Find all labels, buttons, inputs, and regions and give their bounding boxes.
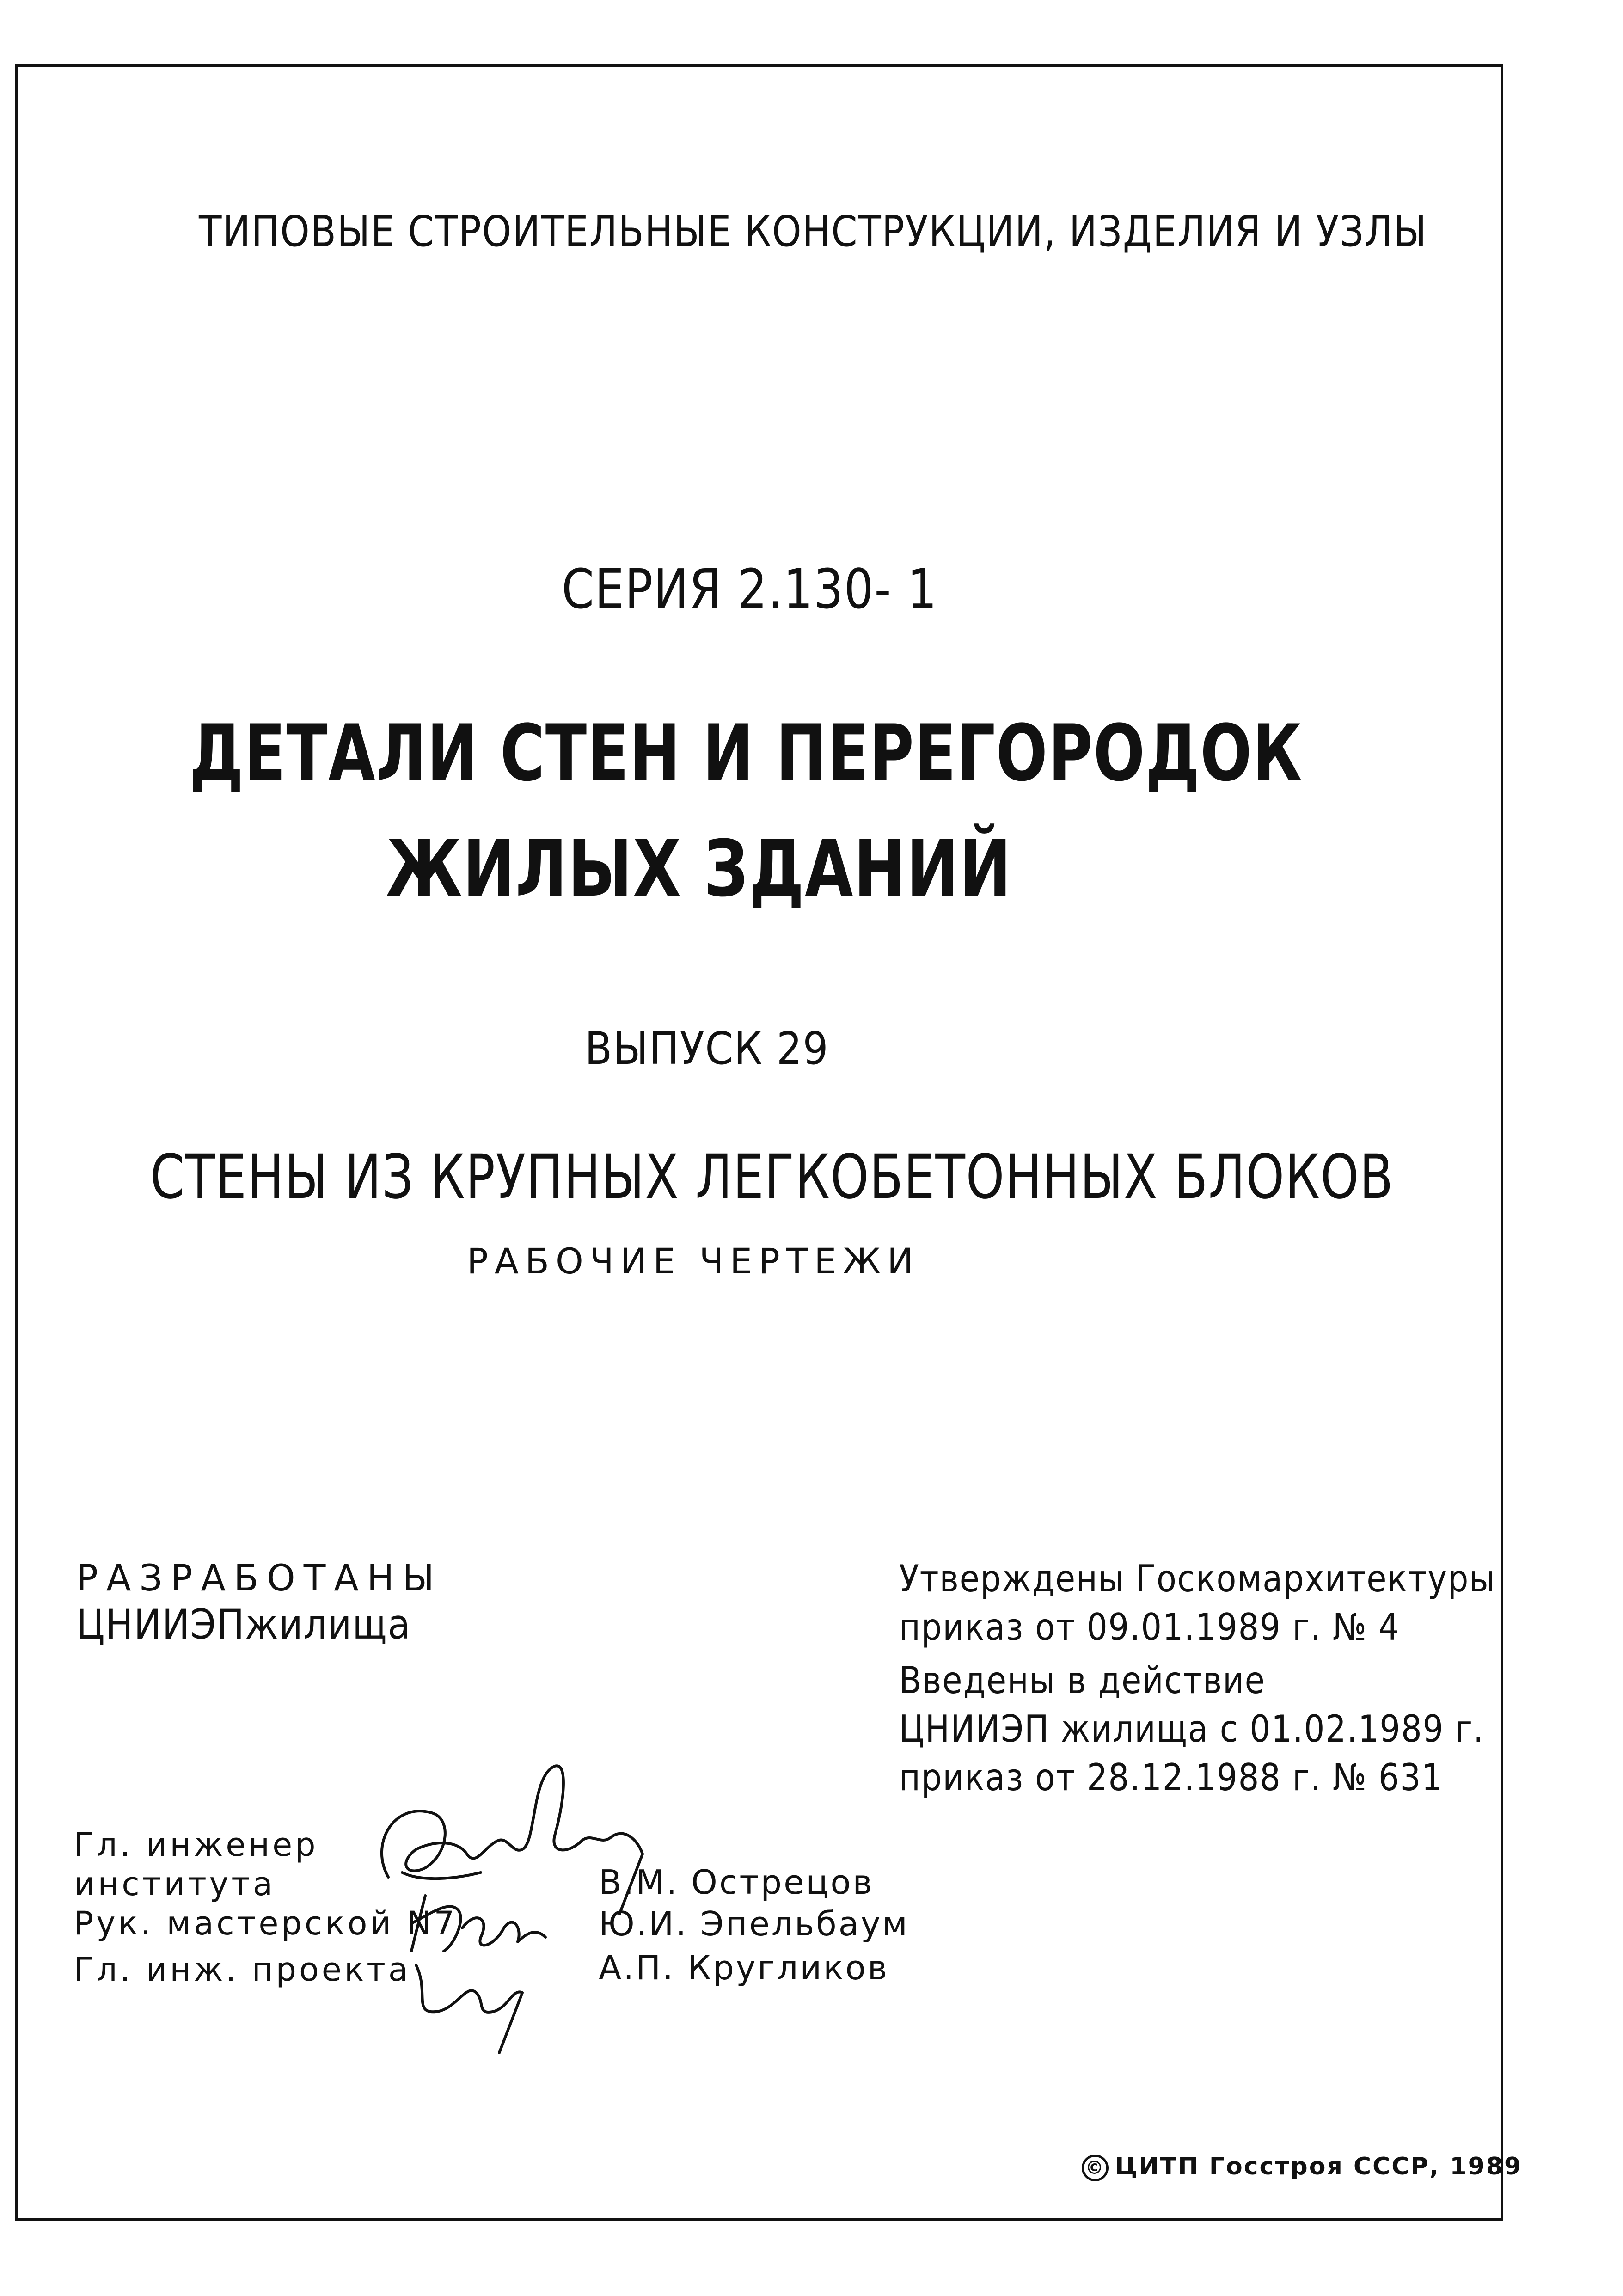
signature-3 (416, 1965, 522, 2053)
signatory-name-1: В.М. Острецов (599, 1863, 874, 1902)
series-number: СЕРИЯ 2.130- 1 (562, 557, 938, 621)
developed-by-label: РАЗРАБОТАНЫ (76, 1558, 443, 1599)
copyright-notice (1082, 2155, 1522, 2181)
document-title-line2: ЖИЛЫХ ЗДАНИЙ (386, 823, 1012, 914)
document-title-line1: ДЕТАЛИ СТЕН И ПЕРЕГОРОДОК (190, 708, 1303, 798)
signatory-name-3: А.П. Кругликов (599, 1948, 889, 1987)
role-project-chief-engineer: Гл. инж. проекта (74, 1951, 411, 1989)
developer-organization: ЦНИИЭПжилища (76, 1601, 411, 1648)
issue-subtitle: СТЕНЫ ИЗ КРУПНЫХ ЛЕГКОБЕТОННЫХ БЛОКОВ (150, 1142, 1394, 1213)
signatory-name-2: Ю.И. Эпельбаум (599, 1904, 909, 1943)
approval-line-5: приказ от 28.12.1988 г. № 631 (899, 1756, 1443, 1799)
approval-line-1: Утверждены Госкомархитектуры (899, 1557, 1496, 1600)
role-workshop-head: Рук. мастерской N7 (74, 1904, 458, 1942)
approval-line-3: Введены в действие (899, 1659, 1266, 1702)
copyright-icon: © (1082, 2155, 1109, 2181)
approval-line-4: ЦНИИЭП жилища с 01.02.1989 г. (899, 1707, 1485, 1750)
issue-number: ВЫПУСК 29 (585, 1023, 829, 1074)
series-collection-heading: ТИПОВЫЕ СТРОИТЕЛЬНЫЕ КОНСТРУКЦИИ, ИЗДЕЛИЯ И УЗЛЫ (199, 207, 1427, 256)
approval-line-2: приказ от 09.01.1989 г. № 4 (899, 1606, 1400, 1649)
signature-2 (411, 1896, 545, 1951)
document-type: РАБОЧИЕ ЧЕРТЕЖИ (467, 1240, 920, 1282)
copyright-text: ЦИТП Госстроя СССР, 1989 (1115, 2153, 1523, 2180)
role-chief-engineer-line2: института (74, 1865, 276, 1903)
role-chief-engineer-line1: Гл. инженер (74, 1826, 318, 1864)
